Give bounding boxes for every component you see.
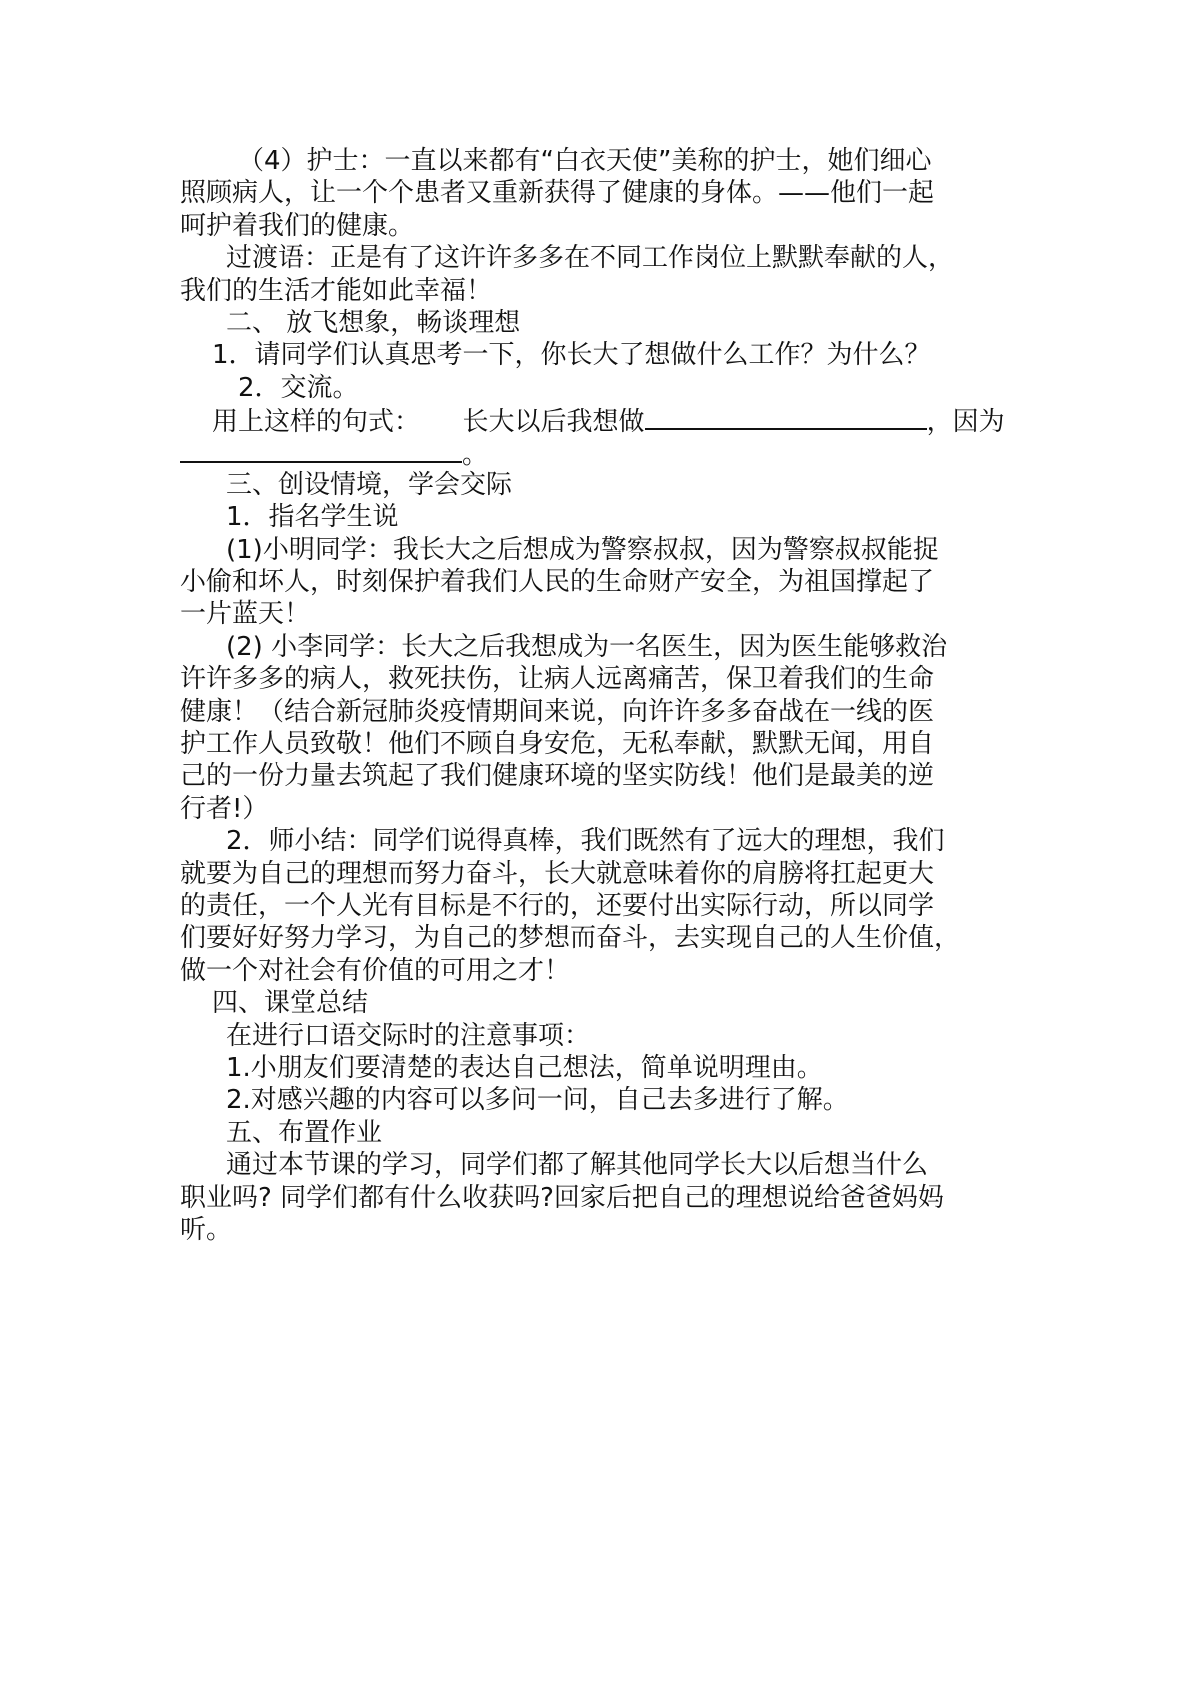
section-3-heading: 三、创设情境，学会交际	[226, 469, 513, 500]
xiaoming-line-2: 小偷和坏人，时刻保护着我们人民的生命财产安全，为祖国撑起了	[180, 567, 935, 598]
xiaoli-line-1: (2) 小李同学：长大之后我想成为一名医生，因为医生能够救治	[226, 631, 948, 662]
summary-line-2: 就要为自己的理想而努力奋斗，长大就意味着你的肩膀将扛起更大	[180, 858, 935, 889]
paragraph-nurse-line-2: 照顾病人，让一个个患者又重新获得了健康的身体。——他们一起	[180, 178, 935, 209]
xiaoli-line-5: 己的一份力量去筑起了我们健康环境的坚实防线！他们是最美的逆	[180, 761, 935, 792]
sentence-because: ，因为	[926, 407, 1005, 438]
sentence-pattern-line-2	[180, 437, 1012, 469]
section-4-heading: 四、课堂总结	[212, 988, 369, 1019]
xiaoming-line-3: 一片蓝天！	[180, 599, 311, 630]
section-4-item-1: 1.小朋友们要清楚的表达自己想法，简单说明理由。	[226, 1052, 823, 1083]
section-2-item-2: 2．交流。	[238, 372, 359, 403]
paragraph-nurse-line-1: （4）护士：一直以来都有“白衣天使”美称的护士，她们细心	[238, 146, 932, 176]
homework-line-2: 职业吗? 同学们都有什么收获吗?回家后把自己的理想说给爸爸妈妈	[180, 1182, 944, 1213]
section-2-item-1: 1．请同学们认真思考一下，你长大了想做什么工作？为什么？	[212, 340, 931, 371]
summary-line-1: 2．师小结：同学们说得真棒，我们既然有了远大的理想，我们	[226, 826, 945, 857]
transition-line-1: 过渡语：正是有了这许许多多在不同工作岗位上默默奉献的人，	[226, 243, 955, 274]
homework-line-1: 通过本节课的学习，同学们都了解其他同学长大以后想当什么	[226, 1150, 929, 1181]
fill-blank-reason	[180, 437, 462, 463]
sentence-prefix: 用上这样的句式：	[212, 407, 421, 438]
sentence-lead: 长大以后我想做	[462, 407, 645, 438]
transition-line-2: 我们的生活才能如此幸福！	[180, 275, 493, 306]
xiaoli-line-3: 健康！（结合新冠肺炎疫情期间来说，向许许多多奋战在一线的医	[180, 696, 935, 727]
section-3-item-1: 1．指名学生说	[226, 502, 399, 533]
summary-line-5: 做一个对社会有价值的可用之才！	[180, 955, 571, 986]
summary-line-4: 们要好好努力学习，为自己的梦想而奋斗，去实现自己的人生价值，	[180, 923, 961, 954]
xiaoli-line-4: 护工作人员致敬！他们不顾自身安危，无私奉献，默默无闻，用自	[180, 729, 935, 760]
xiaoming-line-1: (1)小明同学：我长大之后想成为警察叔叔，因为警察叔叔能捉	[226, 534, 939, 565]
section-2-heading: 二、 放飞想象，畅谈理想	[226, 307, 521, 338]
document-body	[180, 145, 1012, 1246]
section-4-intro: 在进行口语交际时的注意事项：	[226, 1020, 591, 1051]
section-5-heading: 五、布置作业	[226, 1117, 383, 1148]
homework-line-3: 听。	[180, 1214, 233, 1245]
section-4-item-2: 2.对感兴趣的内容可以多问一问，自己去多进行了解。	[226, 1085, 849, 1116]
paragraph-nurse-line-3: 呵护着我们的健康。	[180, 210, 415, 241]
fill-blank-job	[645, 404, 927, 430]
xiaoli-line-6: 行者!）	[180, 793, 269, 824]
xiaoli-line-2: 许许多多的病人，救死扶伤，让病人远离痛苦，保卫着我们的生命	[180, 664, 935, 695]
summary-line-3: 的责任，一个人光有目标是不行的，还要付出实际行动，所以同学	[180, 890, 935, 921]
sentence-end: 。	[462, 439, 489, 470]
sentence-pattern-line-1	[180, 404, 1012, 436]
